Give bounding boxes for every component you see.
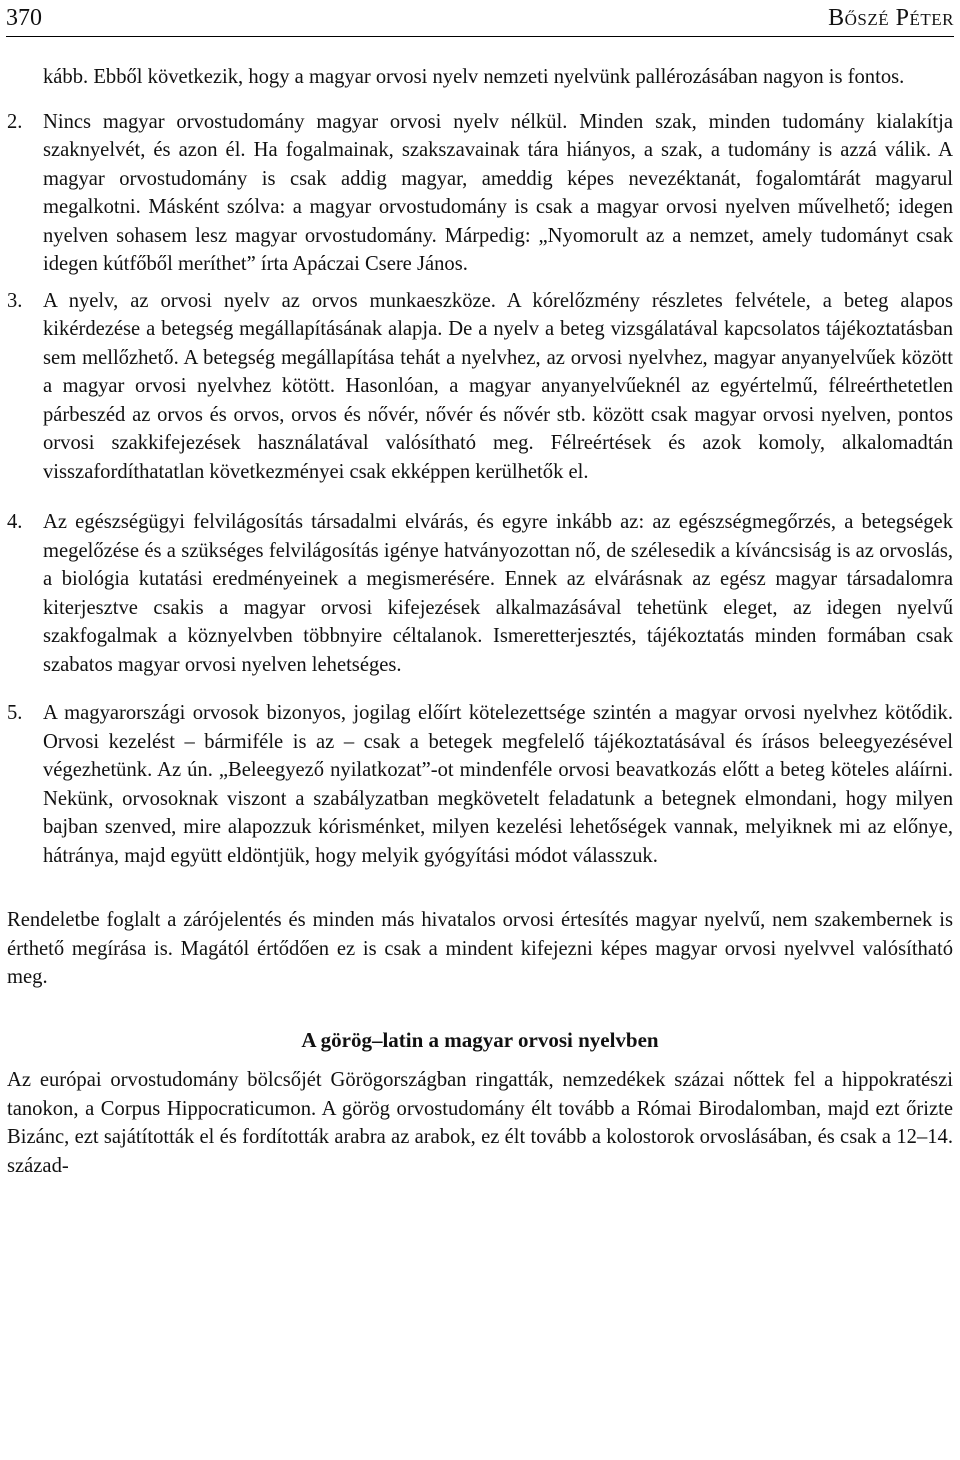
list-item-text: A nyelv, az orvosi nyelv az orvos munkaeszköze. A kórelőzmény részletes felvétele, a beteg alapos kikérdezése a betegség megállapításának alapja. De a nyelv a beteg vizsgálatával kapcsolatos tájékoztatásban sem mellőzhető. A betegség megállapítása tehát a nyelvhez, az orvosi nyelvhez, magyar anyanyelvűek között a magyar orvosi nyelvhez kötött. Hasonlóan, a magyar anyanyelvűeknél az egyértelmű, félreérthetetlen párbeszéd az orvos és orvos, orvos és nővér, nővér és nővér stb. között csak magyar orvosi nyelven, pontos orvosi szakkifejezések használatával valósítható meg. Félreértések és azok komoly, alkalomadtán visszafordíthatatlan következményei csak ekképpen kerülhetők el. [43, 289, 953, 483]
list-item-number: 5. [7, 702, 23, 724]
running-header [6, 0, 954, 37]
list-item-text: Nincs magyar orvostudomány magyar orvosi nyelv nélkül. Minden szak, minden tudomány kialakítja szaknyelvét, és azon él. Ha fogalmainak, szakszavainak tára hiányos, a szak, a tudomány is azzá válik. A magyar orvostudomány is csak addig magyar, ameddig képes nevezéktanát, fogalomtárát magyarul megalkotni. Másként szólva: a magyar orvostudomány is csak a magyar orvosi nyelven művelhető; idegen nyelven sohasem lesz magyar orvostudomány. Márpedig: „Nyomorult az a nemzet, amely tudományt csak idegen kútfőből meríthet” írta Apáczai Csere János. [43, 110, 953, 275]
section-heading: A görög–latin a magyar orvosi nyelvben [301, 1027, 659, 1052]
list-item-text: Az egészségügyi felvilágosítás társadalmi elvárás, és egyre inkább az: az egészségmegőrzés, a betegségek megelőzése és a szükséges felvilágosítás igénye hatványozottan nő, de szélesedik a kíváncsiság is az orvoslás, a biológia kutatási eredményeinek a megismerésére. Ennek az elvárásnak az egész magyar társadalomra kiterjesztve csakis a magyar orvosi kifejezések alkalmazásával tehetünk eleget, az idegen nyelvű szakfogalmak a köznyelvben többnyire céltalanok. Ismeretterjesztés, tájékoztatás minden formában csak szabatos magyar orvosi nyelven lehetséges. [43, 511, 953, 676]
list-item [7, 508, 953, 679]
list-item [7, 699, 953, 870]
list-item-number: 2. [7, 110, 23, 133]
list-item [7, 108, 953, 279]
list-item-continuation [7, 63, 953, 92]
list-item-text: kább. Ebből következik, hogy a magyar orvosi nyelv nemzeti nyelvünk pallérozásában nagyon is fontos. [43, 66, 905, 88]
list-item-number: 4. [7, 511, 23, 533]
list-item [7, 287, 953, 487]
body-text [7, 63, 953, 1180]
body-paragraph: Az európai orvostudomány bölcsőjét Görögországban ringatták, nemzedékek százai nőttek fel a hippokratészi tanokon, a Corpus Hippocraticumon. A görög orvostudomány élt tovább a Római Birodalomban, majd ezt őrizte Bizánc, ezt sajátították el és fordították arabra az arabok, ez élt tovább a kolostorok orvoslásában, és csak a 12–14. század- [7, 1069, 953, 1177]
list-item-number: 3. [7, 289, 23, 312]
page-number: 370 [6, 5, 42, 31]
list-item-text: A magyarországi orvosok bizonyos, jogilag előírt kötelezettsége szintén a magyar orvosi nyelvhez kötődik. Orvosi kezelést – bármiféle is az – csak a betegek megfelelő tájékoztatásával és írásos beleegyezésével végezhetünk. Az ún. „Beleegyező nyilatkozat”-ot mindenféle orvosi beavatkozás előtt a beteg köteles aláírni. Nekünk, orvosoknak viszont a szabályzatban megkövetelt feladatunk a betegnek elmondani, hogy milyen bajban szenved, mire alapozzuk kórisménket, milyen kezelési lehetőségek vannak, melyiknek mi az előnye, hátránya, majd együtt eldöntjük, hogy melyik gyógyítási módot válasszuk. [43, 702, 953, 867]
body-paragraph: Rendeletbe foglalt a zárójelentés és minden más hivatalos orvosi értesítés magyar nyelvű, nem szakembernek is érthető megírása is. Magától értődően ez is csak a mindent kifejezni képes magyar orvosi nyelvvel valósítható meg. [7, 909, 953, 988]
running-header-author: Bőszé Péter [828, 5, 954, 31]
